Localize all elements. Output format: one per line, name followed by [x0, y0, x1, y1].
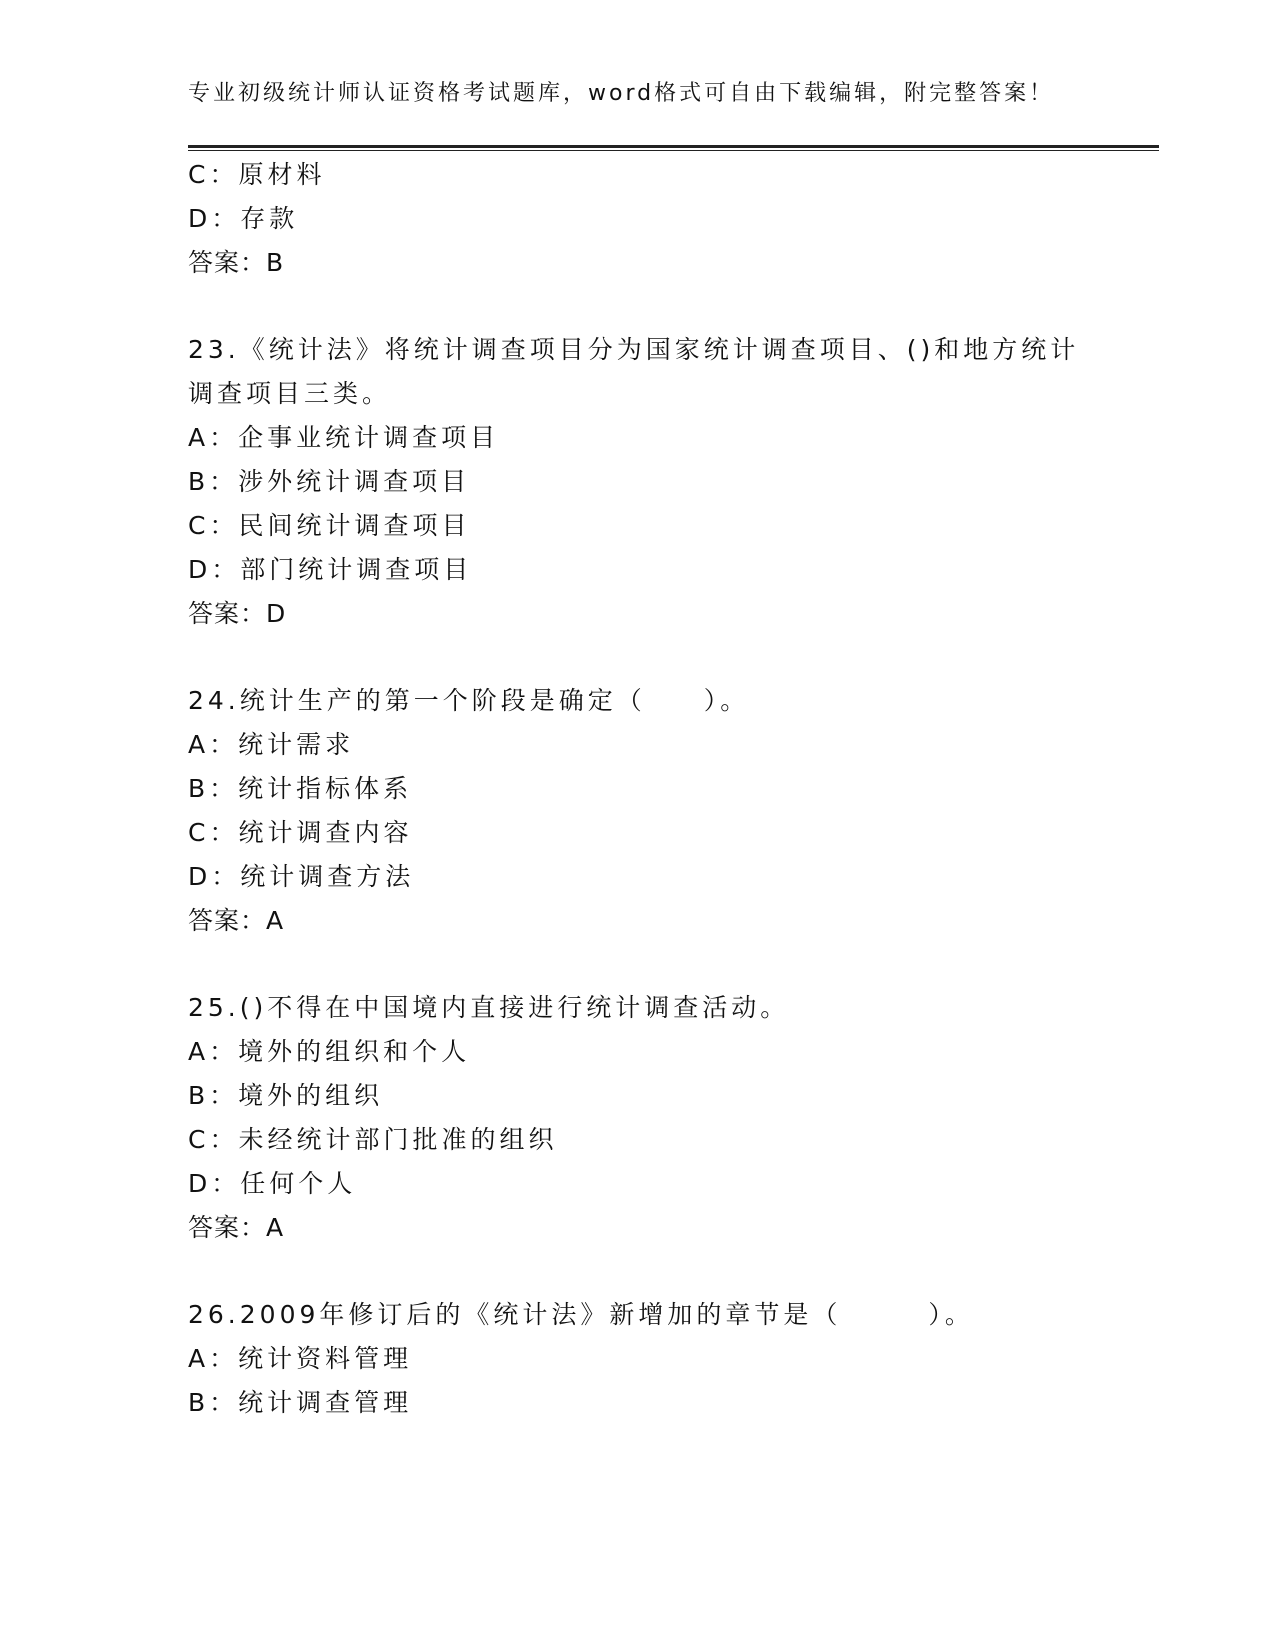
q25-answer: 答案：A	[188, 1213, 285, 1242]
q24-option-c: C：统计调查内容	[188, 818, 413, 847]
q24-option-b: B：统计指标体系	[188, 774, 413, 803]
q24-stem: 24.统计生产的第一个阶段是确定（ ）。	[188, 686, 750, 715]
q24-answer: 答案：A	[188, 906, 285, 935]
q23-option-a: A：企事业统计调查项目	[188, 423, 500, 452]
q26-option-b: B：统计调查管理	[188, 1388, 413, 1417]
q24-option-a: A：统计需求	[188, 730, 355, 759]
prev-answer: 答案：B	[188, 248, 285, 277]
q23-option-b: B：涉外统计调查项目	[188, 467, 471, 496]
prev-option-d: D：存款	[188, 204, 299, 233]
q25-option-d: D：任何个人	[188, 1169, 357, 1198]
q25-option-c: C：未经统计部门批准的组织	[188, 1125, 558, 1154]
q23-stem-line2: 调查项目三类。	[188, 379, 392, 408]
q25-option-a: A：境外的组织和个人	[188, 1037, 471, 1066]
q24-option-d: D：统计调查方法	[188, 862, 415, 891]
prev-option-c: C：原材料	[188, 160, 326, 189]
q23-option-d: D：部门统计调查项目	[188, 555, 473, 584]
q23-option-c: C：民间统计调查项目	[188, 511, 471, 540]
q23-answer: 答案：D	[188, 599, 287, 628]
header-divider-thin	[188, 150, 1159, 151]
q23-stem-line1: 23.《统计法》将统计调查项目分为国家统计调查项目、()和地方统计	[188, 335, 1080, 364]
q25-option-b: B：境外的组织	[188, 1081, 384, 1110]
q25-stem: 25.()不得在中国境内直接进行统计调查活动。	[188, 993, 790, 1022]
page-header: 专业初级统计师认证资格考试题库，word格式可自由下载编辑，附完整答案！	[188, 81, 1055, 106]
q26-stem: 26.2009年修订后的《统计法》新增加的章节是（ ）。	[188, 1300, 974, 1329]
header-divider	[188, 145, 1159, 148]
q26-option-a: A：统计资料管理	[188, 1344, 413, 1373]
